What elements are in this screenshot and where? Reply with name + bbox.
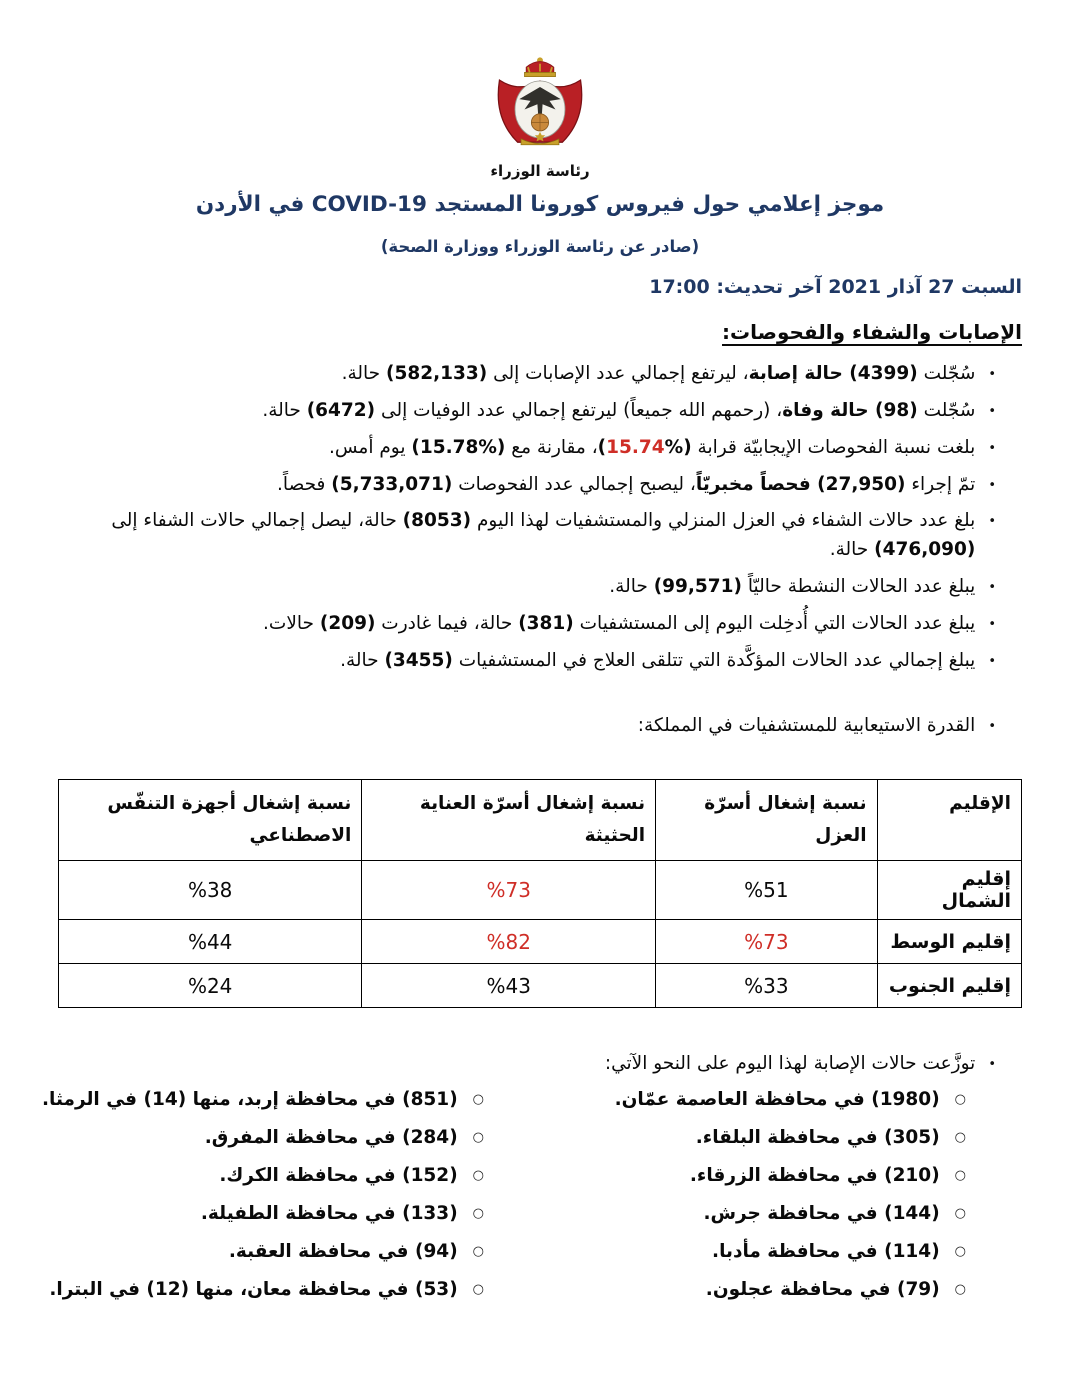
text-segment: (4399) حالة إصابة [748, 363, 918, 384]
date-line: السبت 27 آذار 2021 آخر تحديث: 17:00 [649, 276, 1022, 298]
distribution-column-right [540, 1087, 1022, 1314]
stat-bullet-text [277, 471, 975, 500]
circle-bullet-icon: ○ [954, 1205, 966, 1221]
capacity-bullet-text: القدرة الاستيعابية للمستشفيات في المملكة: [637, 714, 976, 736]
text-segment: تمّ إجراء [905, 473, 976, 495]
text-segment: (8053) [402, 510, 472, 532]
text-segment: حالة. [340, 649, 385, 671]
text-segment: حالة. [341, 363, 386, 384]
text-segment: حالة، ليصل إجمالي حالات الشفاء إلى [111, 510, 403, 532]
text-segment: حالة. [829, 539, 875, 561]
text-segment: حالة، فيما غادرت [375, 613, 519, 635]
distribution-intro [58, 1050, 1022, 1079]
text-segment: حالة. [609, 576, 654, 598]
value-cell: %44 [59, 920, 362, 964]
jordan-coat-of-arms-logo [488, 56, 592, 156]
table-row [59, 861, 1022, 920]
value-cell: %38 [59, 861, 362, 920]
governorate-text: (305) في محافظة البلقاء. [695, 1127, 940, 1149]
stat-bullet-text [262, 397, 975, 426]
governorate-item [540, 1277, 966, 1303]
text-segment: سُجّلت [917, 399, 976, 421]
governorate-text: (1980) في محافظة العاصمة عمّان. [614, 1089, 940, 1111]
circle-bullet-icon: ○ [472, 1281, 484, 1297]
bullet-icon: • [988, 440, 996, 456]
circle-bullet-icon: ○ [954, 1167, 966, 1183]
circle-bullet-icon: ○ [954, 1092, 966, 1108]
stats-bullet-list [58, 360, 1022, 676]
region-cell: إقليم الشمال [877, 861, 1021, 920]
logo-calligraphy: رئاسة الوزراء [490, 162, 590, 180]
value-cell: %73 [656, 920, 877, 964]
governorate-text: (53) في محافظة معان، منها (12) في البترا. [49, 1278, 458, 1300]
stat-bullet-text [342, 360, 976, 389]
column-header: نسبة إشغال أجهزة التنفّس الاصطناعي [59, 779, 362, 861]
value-cell: %82 [362, 920, 656, 964]
governorate-item [540, 1125, 966, 1151]
governorate-item [49, 1277, 484, 1303]
section-heading [58, 320, 1022, 344]
bullet-icon: • [988, 403, 996, 419]
bullet-icon: • [988, 617, 996, 633]
text-segment: (98) حالة وفاة [782, 399, 918, 421]
table-header-row [59, 779, 1022, 861]
capacity-bullet [58, 712, 1022, 741]
governorate-text: (94) في محافظة العقبة. [228, 1240, 458, 1262]
text-segment: (5,733,071) [331, 473, 453, 495]
distribution-column-left [42, 1087, 540, 1314]
text-segment: ، (رحمهم الله جميعاً) ليرتفع إجمالي عدد الوفيات إلى [375, 399, 783, 421]
governorate-text: (210) في محافظة الزرقاء. [689, 1164, 940, 1186]
value-cell: %51 [656, 861, 877, 920]
text-segment: (6472) [306, 399, 376, 421]
text-segment: حالات. [263, 613, 320, 635]
text-segment: يبلغ عدد الحالات النشطة حاليّاً [742, 576, 976, 598]
region-cell: إقليم الوسط [877, 920, 1021, 964]
distribution-intro-text: توزَّعت حالات الإصابة لهذا اليوم على النحو الآتي: [604, 1053, 976, 1075]
governorate-item [58, 1201, 484, 1227]
stat-bullet-text [58, 507, 975, 565]
text-segment: (209) [319, 613, 376, 635]
region-cell: إقليم الجنوب [877, 964, 1021, 1008]
governorate-item [42, 1087, 484, 1113]
text-segment: (381) [518, 613, 574, 635]
section-heading-text: الإصابات والشفاء والفحوصات: [722, 320, 1022, 344]
circle-bullet-icon: ○ [472, 1243, 484, 1259]
bullet-icon: • [988, 653, 996, 669]
text-segment: (582,133) [385, 363, 488, 384]
governorate-item [58, 1239, 484, 1265]
circle-bullet-icon: ○ [472, 1130, 484, 1146]
value-cell: %24 [59, 964, 362, 1008]
governorate-item [540, 1201, 966, 1227]
bullet-icon: • [988, 718, 996, 734]
table-row [59, 964, 1022, 1008]
column-header: الإقليم [877, 779, 1021, 861]
stat-bullet-item [58, 471, 1022, 500]
governorate-text: (144) في محافظة جرش. [703, 1202, 940, 1224]
stat-bullet-item [58, 647, 1022, 676]
text-segment: ، ليرتفع إجمالي عدد الإصابات إلى [487, 363, 749, 384]
governorate-text: (79) في محافظة عجلون. [705, 1278, 940, 1300]
bullet-icon: • [988, 514, 996, 530]
governorate-text: (284) في محافظة المفرق. [204, 1127, 458, 1149]
bullet-icon: • [988, 477, 996, 493]
hospital-capacity-table [58, 779, 1022, 1009]
governorate-text: (152) في محافظة الكرك. [219, 1164, 458, 1186]
stat-bullet-text [609, 573, 975, 602]
governorate-item [540, 1087, 966, 1113]
text-segment: بلغ عدد حالات الشفاء في العزل المنزلي والمستشفيات لهذا اليوم [471, 510, 976, 532]
value-cell: %43 [362, 964, 656, 1008]
text-segment: ) [597, 436, 607, 458]
text-segment: حالة. [262, 399, 307, 421]
governorate-item [58, 1125, 484, 1151]
circle-bullet-icon: ○ [954, 1243, 966, 1259]
stat-bullet-item [58, 610, 1022, 639]
text-segment: يبلغ عدد الحالات التي أُدخِلت اليوم إلى المستشفيات [573, 613, 976, 635]
stat-bullet-item [58, 434, 1022, 463]
governorate-item [58, 1163, 484, 1189]
governorate-item [540, 1163, 966, 1189]
bullet-icon: • [988, 367, 996, 382]
circle-bullet-icon: ○ [954, 1281, 966, 1297]
stat-bullet-item [58, 573, 1022, 602]
stat-bullet-item [58, 397, 1022, 426]
text-segment: (3455) [384, 649, 453, 671]
text-segment: (% [664, 436, 692, 458]
value-cell: %33 [656, 964, 877, 1008]
governorate-item [540, 1239, 966, 1265]
stat-bullet-text [329, 434, 975, 463]
column-header: نسبة إشغال أسرّة العزل [656, 779, 877, 861]
text-segment: ، مقارنة مع [505, 436, 598, 458]
text-segment: (%15.78) [411, 436, 506, 458]
text-segment: يوم أمس. [328, 436, 412, 458]
text-segment: (476,090) [874, 539, 976, 561]
bullet-icon: • [988, 580, 996, 596]
circle-bullet-icon: ○ [472, 1092, 484, 1108]
value-cell: %73 [362, 861, 656, 920]
text-segment: سُجّلت [917, 363, 976, 384]
text-segment: (99,571) [653, 576, 743, 598]
text-segment: فحصاً. [277, 473, 332, 495]
table-row [59, 920, 1022, 964]
stat-bullet-text [340, 647, 975, 676]
text-segment: بلغت نسبة الفحوصات الإيجابيّة قرابة [691, 436, 976, 458]
distribution-columns [42, 1087, 1022, 1314]
stat-bullet-item [58, 507, 1022, 565]
logo-block [58, 0, 1022, 180]
text-segment: يبلغ إجمالي عدد الحالات المؤكَّدة التي تتلقى العلاج في المستشفيات [452, 649, 976, 671]
circle-bullet-icon: ○ [472, 1167, 484, 1183]
governorate-text: (851) في محافظة إربد، منها (14) في الرمثا. [42, 1089, 458, 1111]
text-segment: (27,950) فحصاً مخبريّاً [695, 473, 906, 495]
governorate-text: (114) في محافظة مأدبا. [712, 1240, 940, 1262]
stat-bullet-text [263, 610, 975, 639]
circle-bullet-icon: ○ [472, 1205, 484, 1221]
stat-bullet-item [58, 360, 1022, 389]
governorate-text: (133) في محافظة الطفيلة. [200, 1202, 458, 1224]
text-segment: ، ليصبح إجمالي عدد الفحوصات [452, 473, 696, 495]
circle-bullet-icon: ○ [954, 1130, 966, 1146]
bullet-icon: • [988, 1057, 996, 1073]
column-header: نسبة إشغال أسرّة العناية الحثيثة [362, 779, 656, 861]
text-segment: 15.74 [606, 436, 665, 458]
page-subtitle: (صادر عن رئاسة الوزراء ووزارة الصحة) [380, 237, 700, 256]
page-title: موجز إعلامي حول فيروس كورونا المستجد COVID-19 في الأردن [195, 192, 885, 217]
